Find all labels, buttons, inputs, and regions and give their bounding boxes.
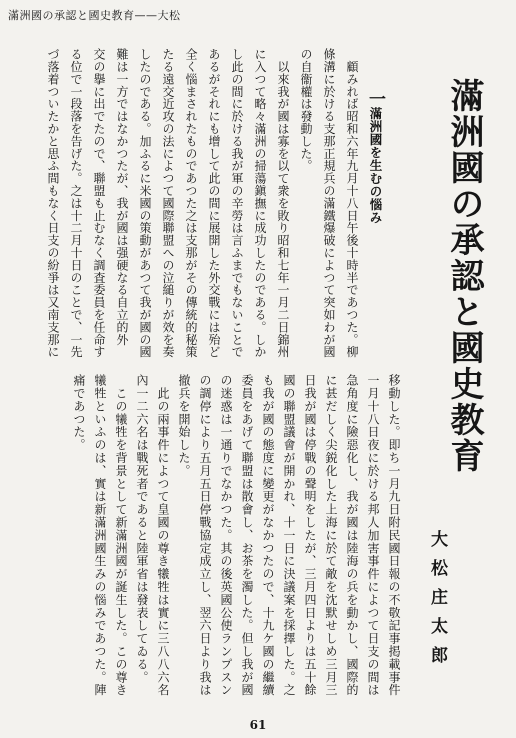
text-column: の自衞權は發動した。 xyxy=(299,48,313,172)
text-column: の調停により五月五日停戰協定成立し、翌六日より我は xyxy=(198,374,212,697)
text-column: 急角度に險惡化し、我が國は陸海の兵を動かし、國際的 xyxy=(345,374,359,697)
text-column: づ落着ついたかと思ふ間もなく日支の紛爭は又南支那に xyxy=(46,48,60,358)
upper-text-block xyxy=(41,48,363,360)
text-column: 日我が國は停戰の聲明をしたが、三月四日よりは五十餘 xyxy=(303,374,317,697)
text-column: 移動した。即ち一月九日附民國日報の不敬記事掲載事件 xyxy=(387,374,401,697)
text-column: 國の聯盟議會が開かれ、十一日に決議案を採擇した。之 xyxy=(282,374,296,697)
text-column: も我が國の態度に變更がなかつたので、十九ケ國の繼續 xyxy=(261,374,275,697)
text-column: に甚だしく尖鋭化した上海に於て敵を沈默せしめ三月三 xyxy=(324,374,338,697)
text-column: 全く惱まされたものであつた之は支那がその傳統的秘策 xyxy=(184,48,198,358)
running-header: 滿洲國の承認と國史教育——大松 xyxy=(8,9,181,22)
text-column: 交の擧に出でたので、聯盟も止むなく調査委員を任命す xyxy=(92,48,106,358)
text-column: 顧みれば昭和六年九月十八日午後十時半であつた。柳 xyxy=(345,48,359,358)
text-column: の迷惑は一通りでなかつた。其の後英國公使ランプスン xyxy=(219,374,233,697)
section-number: 一 xyxy=(365,90,385,107)
text-column: 此の兩事件によつて皇國の尊き犧牲は實に三八八六名 xyxy=(156,374,170,697)
text-column: 犧牲といふのは、實は新滿洲國生みの惱みであつた。陣 xyxy=(93,374,107,697)
article-title: 滿洲國の承認と國史教育 xyxy=(444,78,484,474)
text-column: 條溝に於ける支那正規兵の滿鐵爆破によつて突如わが國 xyxy=(322,48,336,358)
text-column: 撤兵を開始した。 xyxy=(177,374,191,478)
text-column: 委員をあげて聯盟は散會し、お茶を濁した。但し我が國 xyxy=(240,374,254,697)
text-column: この犧牲を背景として新滿洲國が誕生した。この尊き xyxy=(114,374,128,697)
lower-text-block xyxy=(68,374,404,700)
page-number: 61 xyxy=(249,718,267,732)
text-column: 痛であつた。 xyxy=(72,374,86,452)
text-column: 一月十八日夜に於ける邦人加害事件によつて日支の間は xyxy=(366,374,380,697)
text-column: 以來我が國は寡を以て衆を敗り昭和七年一月二日錦州 xyxy=(276,48,290,358)
text-column: たる遠交近攻の法によつて國際聯盟への泣縋りが效を奏 xyxy=(161,48,175,358)
author-name: 大松庄太郎 xyxy=(427,530,447,675)
text-column: 難は一方ではなかつたが、我が國は强硬なる自立的外 xyxy=(115,48,129,346)
text-column: に入つて略々滿洲の掃蕩鎭撫に成功したのである。しか xyxy=(253,48,267,358)
section-heading xyxy=(364,90,386,240)
text-column: したのである。加ふるに米國の策動があつて我が國の國 xyxy=(138,48,152,358)
text-column: る位で一段落を告げた。之は十二月十日のことで、一先 xyxy=(69,48,83,358)
text-column: あるがそれにも增して此の間に展開した外交戰には殆ど xyxy=(207,48,221,358)
text-column: 內一二六名は戰死者であると陸軍省は發表してゐる。 xyxy=(135,374,149,684)
section-title: 滿洲國を生むの惱み xyxy=(368,107,383,224)
text-column: し此の間に於ける我が軍の辛勞は言ふまでもないことで xyxy=(230,48,244,358)
